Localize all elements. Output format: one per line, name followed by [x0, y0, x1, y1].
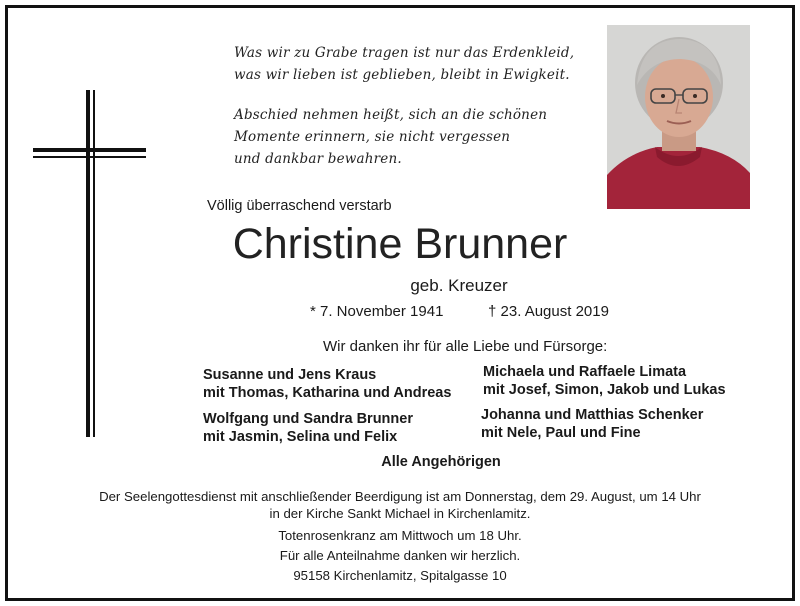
- poem-line: Was wir zu Grabe tragen ist nur das Erdenkleid,: [234, 45, 575, 61]
- service-line: in der Kirche Sankt Michael in Kirchenlamitz.: [269, 506, 531, 521]
- birth-date: * 7. November 1941: [310, 303, 444, 320]
- poem-line: Momente erinnern, sie nicht vergessen: [234, 129, 511, 145]
- family-entry: [203, 410, 413, 446]
- portrait-photo: [607, 25, 750, 209]
- family-entry: [203, 366, 451, 402]
- deceased-name: Christine Brunner: [232, 220, 568, 268]
- family-entry: [481, 406, 703, 442]
- family-children: mit Thomas, Katharina und Andreas: [203, 385, 452, 401]
- family-children: mit Josef, Simon, Jakob und Lukas: [483, 382, 726, 398]
- intro-text: Völlig überraschend verstarb: [207, 198, 392, 214]
- closing-thanks: Für alle Anteilnahme danken wir herzlich.: [279, 548, 521, 563]
- thanks-text: Wir danken ihr für alle Liebe und Fürsorge:: [323, 338, 608, 355]
- memorial-poem: [234, 42, 574, 170]
- family-entry: [483, 363, 726, 399]
- family-address: 95158 Kirchenlamitz, Spitalgasse 10: [293, 568, 507, 583]
- death-date: † 23. August 2019: [488, 303, 609, 320]
- poem-line: was wir lieben ist geblieben, bleibt in Ewigkeit.: [234, 67, 570, 83]
- family-names: Michaela und Raffaele Limata: [483, 364, 687, 380]
- maiden-name: geb. Kreuzer: [410, 276, 508, 295]
- all-relatives: Alle Angehörigen: [381, 454, 501, 470]
- family-names: Wolfgang und Sandra Brunner: [203, 411, 413, 427]
- poem-line: Abschied nehmen heißt, sich an die schönen: [234, 107, 548, 123]
- funeral-service-info: [0, 488, 800, 522]
- rosary-info: Totenrosenkranz am Mittwoch um 18 Uhr.: [278, 528, 522, 543]
- poem-line: und dankbar bewahren.: [234, 151, 402, 167]
- family-names: Susanne und Jens Kraus: [203, 367, 377, 383]
- service-line: Der Seelengottesdienst mit anschließender Beerdigung ist am Donnerstag, dem 29. August, um 14 Uhr: [99, 489, 701, 504]
- family-children: mit Nele, Paul und Fine: [481, 425, 641, 441]
- family-names: Johanna und Matthias Schenker: [481, 407, 704, 423]
- family-children: mit Jasmin, Selina und Felix: [203, 429, 398, 445]
